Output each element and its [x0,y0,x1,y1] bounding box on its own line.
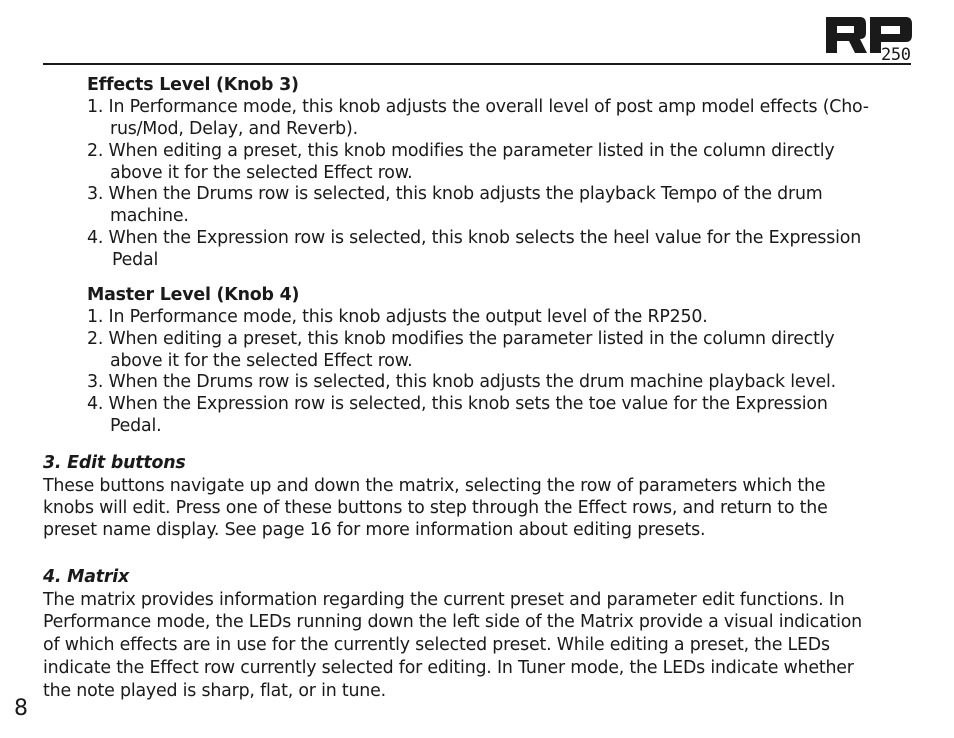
effects-item-2: 2. When editing a preset, this knob modifies the parameter listed in the column directly [87,141,835,161]
master-item-1: 1. In Performance mode, this knob adjusts the output level of the RP250. [87,307,708,327]
master-item-2-cont: above it for the selected Effect row. [110,351,413,371]
matrix-line-3: of which effects are in use for the currently selected preset. While editing a preset, the LEDs [43,635,830,655]
edit-buttons-line-1: These buttons navigate up and down the matrix, selecting the row of parameters which the [43,476,826,496]
matrix-line-4: indicate the Effect row currently selected for editing. In Tuner mode, the LEDs indicate whether [43,658,854,678]
master-level-heading: Master Level (Knob 4) [87,285,300,305]
matrix-line-1: The matrix provides information regarding the current preset and parameter edit functions. In [43,590,845,610]
logo-letter-r [826,17,867,53]
master-item-4: 4. When the Expression row is selected, this knob sets the toe value for the Expression [87,394,828,414]
matrix-heading: 4. Matrix [43,567,130,587]
logo-number: 250 [881,45,911,62]
effects-item-1: 1. In Performance mode, this knob adjusts the overall level of post amp model effects (Cho- [87,97,869,117]
effects-item-1-cont: rus/Mod, Delay, and Reverb). [110,119,358,139]
effects-item-4: 4. When the Expression row is selected, this knob selects the heel value for the Expression [87,228,862,248]
header-rule [43,63,911,65]
edit-buttons-line-2: knobs will edit. Press one of these buttons to step through the Effect rows, and return to the [43,498,828,518]
edit-buttons-heading: 3. Edit buttons [43,453,186,473]
matrix-line-5: the note played is sharp, flat, or in tune. [43,681,386,701]
matrix-line-2: Performance mode, the LEDs running down the left side of the Matrix provide a visual indication [43,612,862,632]
effects-item-3-cont: machine. [110,206,189,226]
effects-item-3: 3. When the Drums row is selected, this knob adjusts the playback Tempo of the drum [87,184,823,204]
effects-item-2-cont: above it for the selected Effect row. [110,163,413,183]
effects-level-heading: Effects Level (Knob 3) [87,75,299,95]
master-item-3: 3. When the Drums row is selected, this knob adjusts the drum machine playback level. [87,372,836,392]
page-number: 8 [14,696,28,721]
effects-item-4-cont: Pedal [112,250,159,270]
edit-buttons-line-3: preset name display. See page 16 for more information about editing presets. [43,520,706,540]
master-item-2: 2. When editing a preset, this knob modifies the parameter listed in the column directly [87,329,835,349]
master-item-4-cont: Pedal. [110,416,162,436]
rp250-logo [826,15,912,62]
